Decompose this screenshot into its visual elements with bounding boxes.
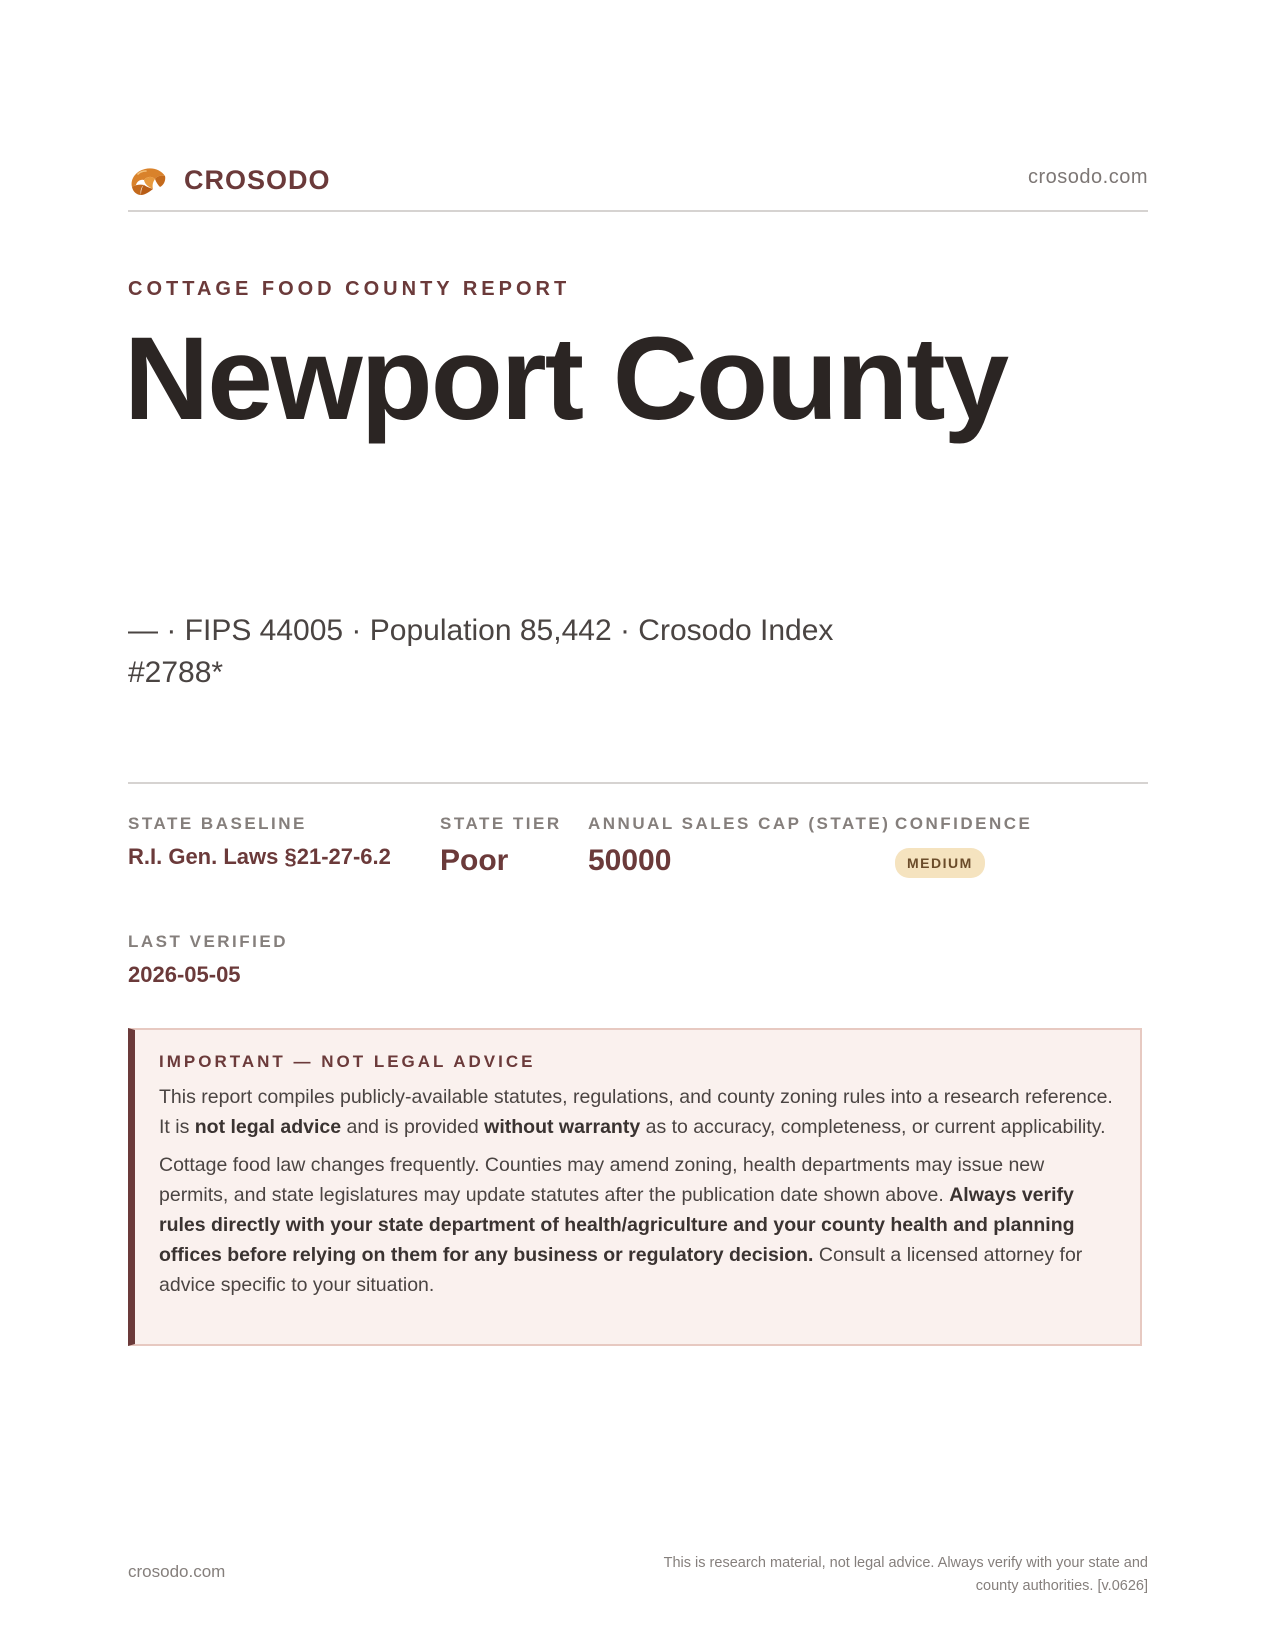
stat-last-verified bbox=[128, 932, 288, 988]
header-site-link[interactable]: crosodo.com bbox=[1028, 166, 1148, 188]
stat-annual-sales-cap bbox=[588, 814, 890, 878]
notice-text: and is provided bbox=[341, 1116, 485, 1138]
county-title: Newport County bbox=[124, 313, 1008, 445]
stat-label: STATE BASELINE bbox=[128, 814, 307, 833]
notice-text: Consult a licensed attorney for advice specific to your situation. bbox=[159, 1244, 1083, 1296]
stat-state-baseline bbox=[128, 814, 391, 870]
stat-label: ANNUAL SALES CAP (STATE) bbox=[588, 814, 891, 833]
stat-value: 2026-05-05 bbox=[128, 962, 241, 987]
brand[interactable] bbox=[128, 160, 331, 200]
report-eyebrow: COTTAGE FOOD COUNTY REPORT bbox=[128, 278, 571, 300]
section-divider bbox=[128, 782, 1148, 784]
stat-confidence bbox=[895, 814, 1032, 878]
brand-name: CROSODO bbox=[184, 164, 331, 195]
county-subtitle: — · FIPS 44005 · Population 85,442 · Crosodo Index #2788* bbox=[128, 614, 834, 689]
header bbox=[128, 158, 1148, 212]
legal-notice bbox=[128, 1028, 1142, 1346]
stat-state-tier bbox=[440, 814, 562, 878]
notice-paragraph-1 bbox=[159, 1082, 1114, 1142]
stat-label: CONFIDENCE bbox=[895, 814, 1033, 833]
stat-value: Poor bbox=[440, 844, 509, 877]
footer-disclaimer: This is research material, not legal advice. Always verify with your state and county authorities. [v.0626] bbox=[663, 1555, 1148, 1594]
croissant-icon bbox=[128, 160, 168, 200]
page-content bbox=[124, 0, 1148, 1650]
notice-text: as to accuracy, completeness, or current applicability. bbox=[640, 1116, 1106, 1138]
notice-text: Cottage food law changes frequently. Counties may amend zoning, health departments may issue new permits, and state legislatures may update statutes after the publication date shown above. bbox=[159, 1154, 1045, 1206]
notice-title: IMPORTANT — NOT LEGAL ADVICE bbox=[159, 1052, 536, 1071]
stat-value: 50000 bbox=[588, 844, 672, 877]
stat-label: STATE TIER bbox=[440, 814, 562, 833]
confidence-badge: MEDIUM bbox=[895, 848, 985, 878]
footer-site-link[interactable]: crosodo.com bbox=[128, 1562, 226, 1581]
notice-emphasis: without warranty bbox=[484, 1116, 641, 1138]
stat-value: R.I. Gen. Laws §21-27-6.2 bbox=[128, 844, 391, 869]
stat-label: LAST VERIFIED bbox=[128, 932, 289, 951]
notice-emphasis: Always verify rules directly with your state department of health/agriculture and your county health and planning offices before relying on them for any business or regulatory decision. bbox=[159, 1184, 1075, 1266]
notice-text: This report compiles publicly-available statutes, regulations, and county zoning rules into a research reference. It is bbox=[159, 1086, 1113, 1138]
notice-emphasis: not legal advice bbox=[194, 1116, 342, 1138]
notice-paragraph-2 bbox=[159, 1150, 1114, 1300]
